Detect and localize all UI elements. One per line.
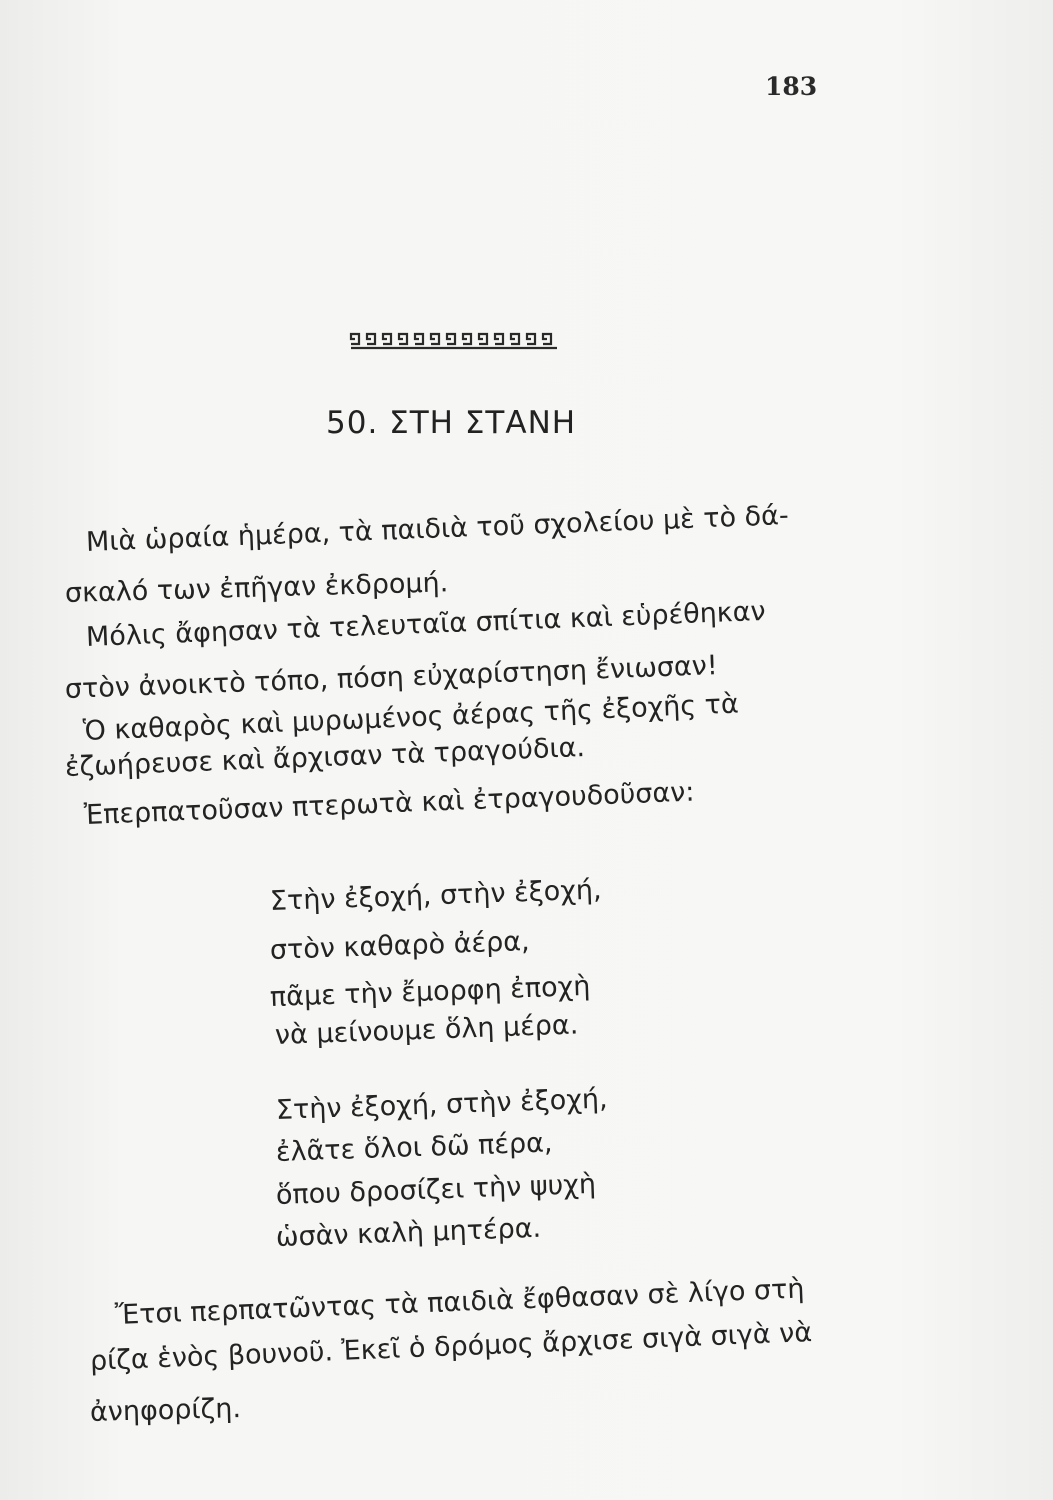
prose-line: Μιὰ ὡραία ἡμέρα, τὰ παιδιὰ τοῦ σχολείου μὲ τὸ δά- — [85, 500, 790, 558]
greek-key-ornament — [349, 328, 561, 350]
verse-line: ὡσὰν καλὴ μητέρα. — [275, 1212, 542, 1253]
prose-line: Μόλις ἄφησαν τὰ τελευταῖα σπίτια καὶ εὑρέθηκαν — [85, 595, 767, 653]
prose-line: ρίζα ἑνὸς βουνοῦ. Ἐκεῖ ὁ δρόμος ἄρχισε σιγὰ σιγὰ νὰ — [89, 1317, 813, 1377]
verse-line: πᾶμε τὴν ἔμορφη ἐποχὴ — [269, 970, 591, 1013]
verse-line: ὅπου δροσίζει τὴν ψυχὴ — [275, 1168, 597, 1211]
verse-line: ἐλᾶτε ὅλοι δῶ πέρα, — [275, 1127, 553, 1168]
verse-line: Στὴν ἐξοχή, στὴν ἐξοχή, — [269, 874, 603, 917]
verse-line: νὰ μείνουμε ὅλη μέρα. — [274, 1009, 579, 1051]
prose-line: Ὁ καθαρὸς καὶ μυρωμένος ἀέρας τῆς ἐξοχῆς τὰ — [82, 688, 740, 747]
prose-line: ἐζωήρευσε καὶ ἄρχισαν τὰ τραγούδια. — [64, 732, 586, 783]
prose-line: Ἐπερπατοῦσαν πτερωτὰ καὶ ἐτραγουδοῦσαν: — [83, 776, 695, 831]
verse-line: στὸν καθαρὸ ἀέρα, — [269, 925, 531, 966]
prose-line: Ἔτσι περπατῶντας τὰ παιδιὰ ἔφθασαν σὲ λίγο στὴ — [114, 1273, 806, 1331]
chapter-title: 50. ΣΤΗ ΣΤΑΝΗ — [326, 405, 577, 441]
page-number: 183 — [765, 72, 818, 101]
prose-line: στὸν ἀνοικτὸ τόπο, πόση εὐχαρίστηση ἔνιωσαν! — [64, 650, 719, 705]
verse-line: Στὴν ἐξοχή, στὴν ἐξοχή, — [275, 1083, 609, 1126]
prose-line: ἀνηφορίζη. — [89, 1393, 242, 1428]
prose-line: σκαλό των ἐπῆγαν ἐκδρομή. — [64, 567, 449, 609]
